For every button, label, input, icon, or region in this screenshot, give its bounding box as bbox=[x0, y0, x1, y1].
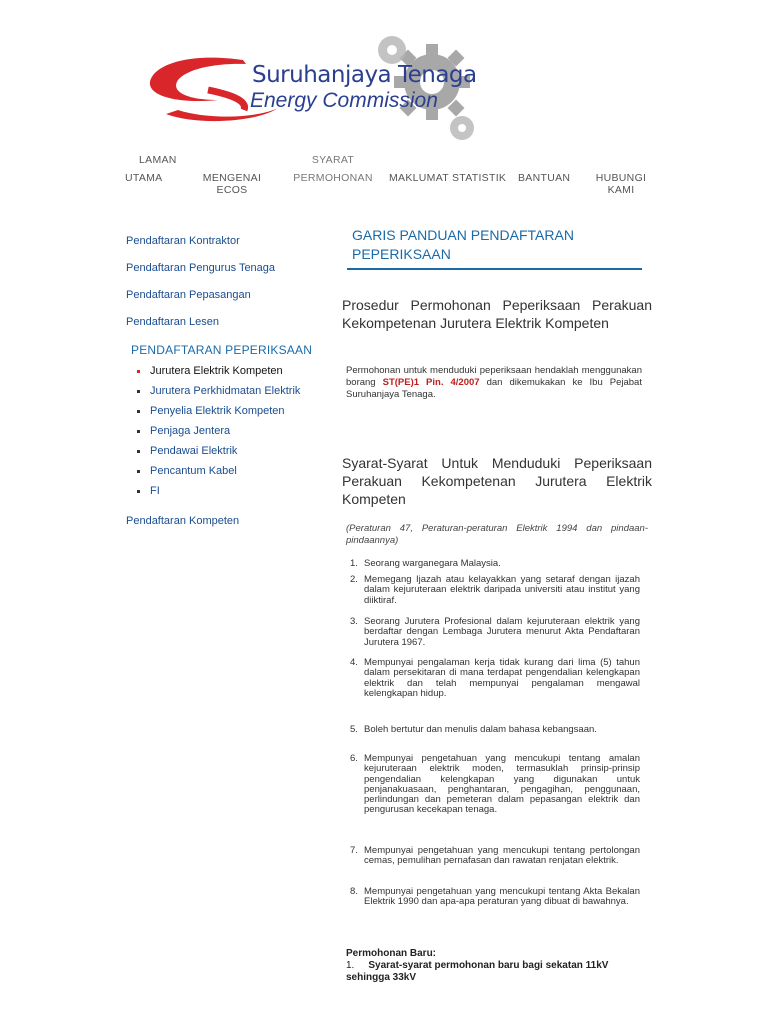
list-text: Mempunyai pengetahuan yang mencukupi tentang pertolongan cemas, pemulihan pernafasan dan rawatan renjatan elektrik. bbox=[364, 845, 640, 867]
list-item bbox=[350, 559, 640, 569]
list-item bbox=[350, 846, 640, 867]
list-text: Seorang warganegara Malaysia. bbox=[364, 558, 501, 569]
nav-label-line: SYARAT bbox=[311, 154, 355, 166]
nav-label-line: MENGENAI bbox=[202, 172, 262, 184]
sidebar-link-pepasangan[interactable]: Pendaftaran Pepasangan bbox=[126, 289, 251, 301]
paragraph-text: Permohonan untuk menduduki peperiksaan hendaklah menggunakan borang bbox=[346, 365, 642, 388]
sidebar-subitem-label: Pendawai Elektrik bbox=[150, 445, 238, 457]
regulation-note: (Peraturan 47, Peraturan-peraturan Elektrik 1994 dan pindaan-pindaannya) bbox=[346, 523, 648, 546]
sidebar-subitem-jurutera-elektrik-kompeten[interactable] bbox=[137, 365, 283, 377]
page-title: GARIS PANDUAN PENDAFTARAN PEPERIKSAAN bbox=[352, 227, 574, 262]
list-item bbox=[350, 887, 640, 908]
sidebar-subitem-label: FI bbox=[150, 485, 160, 497]
nav-maklumat-statistik[interactable] bbox=[389, 172, 519, 184]
nav-syarat-permohonan[interactable] bbox=[288, 154, 378, 184]
list-item bbox=[350, 725, 640, 735]
bullet-icon bbox=[137, 450, 140, 453]
sidebar-subitem-penyelia[interactable] bbox=[137, 405, 285, 417]
permohonan-baru-item bbox=[346, 960, 646, 984]
nav-label-line: KAMI bbox=[607, 184, 635, 196]
bullet-icon bbox=[137, 370, 140, 373]
nav-label-line: UTAMA bbox=[125, 172, 163, 184]
sidebar-subitem-pendawai-elektrik[interactable] bbox=[137, 445, 237, 457]
nav-label-line: BANTUAN bbox=[518, 172, 571, 184]
sidebar-subitem-label: Penyelia Elektrik Kompeten bbox=[150, 405, 285, 417]
sidebar-link-kontraktor[interactable]: Pendaftaran Kontraktor bbox=[126, 235, 240, 247]
list-number: 7. bbox=[350, 845, 358, 856]
list-text: Syarat-syarat permohonan baru bagi sekatan 11kV sehingga 33kV bbox=[346, 960, 609, 983]
nav-laman-utama[interactable] bbox=[125, 154, 195, 184]
section-paragraph-prosedur bbox=[346, 365, 642, 401]
list-item bbox=[350, 658, 640, 699]
list-text: Mempunyai pengalaman kerja tidak kurang dari lima (5) tahun dalam persekitaran di mana terdapat pengendalian kelengkapan elektrik dan telah mempunyai pengalaman mengawal kelengkapan hidup. bbox=[364, 657, 640, 699]
sidebar-section-heading: PENDAFTARAN PEPERIKSAAN bbox=[131, 343, 313, 357]
nav-label-line: ECOS bbox=[216, 184, 248, 196]
list-number: 4. bbox=[350, 657, 358, 668]
list-text: Memegang Ijazah atau kelayakkan yang setaraf dengan ijazah dalam kejuruteraan elektrik daripada universiti atau institut yang diiktiraf. bbox=[364, 574, 640, 606]
bullet-icon bbox=[137, 410, 140, 413]
list-text: Mempunyai pengetahuan yang mencukupi tentang Akta Bekalan Elektrik 1990 dan apa-apa peraturan yang dibuat di bawahnya. bbox=[364, 886, 640, 908]
list-item bbox=[350, 754, 640, 816]
sidebar-subitem-label: Jurutera Perkhidmatan Elektrik bbox=[150, 385, 301, 397]
permohonan-baru-section bbox=[346, 948, 646, 984]
sidebar-subitem-label: Jurutera Elektrik Kompeten bbox=[150, 365, 283, 377]
title-divider bbox=[347, 268, 642, 270]
sidebar-link-pengurus-tenaga[interactable]: Pendaftaran Pengurus Tenaga bbox=[126, 262, 276, 274]
nav-label-line: MAKLUMAT STATISTIK bbox=[389, 172, 507, 184]
nav-bantuan[interactable] bbox=[518, 172, 578, 184]
list-number: 5. bbox=[350, 724, 358, 735]
sidebar-subitem-fi[interactable] bbox=[137, 485, 160, 497]
nav-mengenai-ecos[interactable] bbox=[200, 172, 264, 196]
list-number: 8. bbox=[350, 886, 358, 897]
list-item bbox=[350, 575, 640, 606]
nav-label-line: LAMAN bbox=[139, 154, 177, 166]
list-item bbox=[350, 617, 640, 648]
section-heading-syarat: Syarat-Syarat Untuk Menduduki Peperiksaan Perakuan Kekompetenan Jurutera Elektrik Kompeten bbox=[342, 455, 652, 507]
logo-title: Suruhanjaya Tenaga bbox=[252, 62, 477, 88]
bullet-icon bbox=[137, 430, 140, 433]
list-text: Mempunyai pengetahuan yang mencukupi tentang amalan kejuruteraan elektrik moden, termasuklah prinsip-prinsip pengendalian kelengkapan yang digunakan untuk penjanakuasaan, penghantaran, pengagihan, penggunaan, perlindungan dan pemeteran dalam pepasangan elektrik dan pengurusan kecekapan tenaga. bbox=[364, 753, 640, 816]
list-text: Seorang Jurutera Profesional dalam kejuruteraan elektrik yang berdaftar dengan Lembaga Jurutera menurut Akta Pendaftaran Jurutera 1967. bbox=[364, 616, 640, 648]
bullet-icon bbox=[137, 490, 140, 493]
form-reference: ST(PE)1 Pin. 4/2007 bbox=[382, 377, 480, 388]
list-number: 1. bbox=[346, 960, 355, 971]
section-heading-prosedur: Prosedur Permohonan Peperiksaan Perakuan Kekompetenan Jurutera Elektrik Kompeten bbox=[342, 297, 652, 331]
paragraph-text: dan dikemukakan ke Ibu Pejabat Suruhanjaya Tenaga. bbox=[346, 377, 642, 400]
sidebar-link-lesen[interactable]: Pendaftaran Lesen bbox=[126, 316, 219, 328]
sidebar-link-kompeten[interactable]: Pendaftaran Kompeten bbox=[126, 515, 240, 527]
list-number: 2. bbox=[350, 574, 358, 585]
list-text: Boleh bertutur dan menulis dalam bahasa kebangsaan. bbox=[364, 724, 597, 735]
nav-hubungi-kami[interactable] bbox=[590, 172, 652, 196]
sidebar-subitem-jurutera-perkhidmatan[interactable] bbox=[137, 385, 300, 397]
sidebar-subitem-pencantum-kabel[interactable] bbox=[137, 465, 237, 477]
logo-subtitle: Energy Commission bbox=[250, 89, 438, 112]
list-number: 3. bbox=[350, 616, 358, 627]
nav-label-line: HUBUNGI bbox=[595, 172, 647, 184]
sidebar-subitem-label: Pencantum Kabel bbox=[150, 465, 237, 477]
nav-label-line: PERMOHONAN bbox=[293, 172, 373, 184]
list-number: 6. bbox=[350, 753, 358, 764]
sidebar-subitem-label: Penjaga Jentera bbox=[150, 425, 231, 437]
bullet-icon bbox=[137, 390, 140, 393]
bullet-icon bbox=[137, 470, 140, 473]
list-number: 1. bbox=[350, 558, 358, 569]
permohonan-baru-label: Permohonan Baru: bbox=[346, 948, 437, 959]
sidebar-subitem-penjaga-jentera[interactable] bbox=[137, 425, 230, 437]
